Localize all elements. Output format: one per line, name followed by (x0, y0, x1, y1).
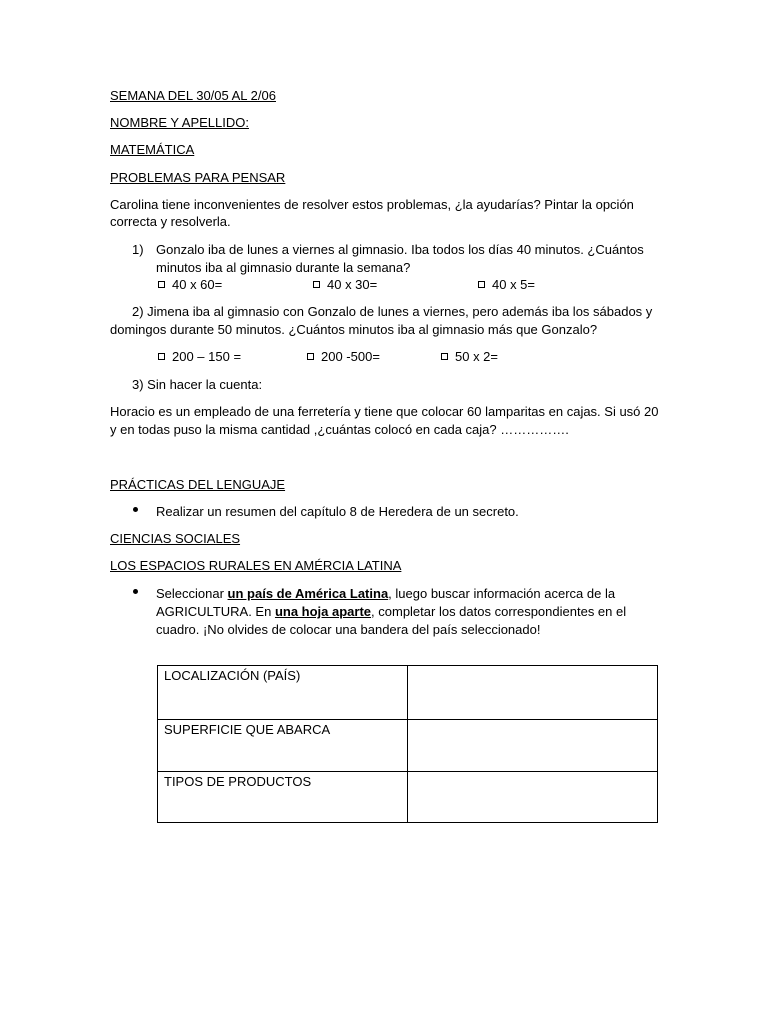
math-intro: Carolina tiene inconvenientes de resolver estos problemas, ¿la ayudarías? Pintar la opción correcta y resolverla. (110, 197, 634, 229)
checkbox-icon (158, 353, 165, 360)
checkbox-icon (478, 281, 485, 288)
social-topic: LOS ESPACIOS RURALES EN AMÉRCIA LATINA (110, 558, 402, 573)
table-row (158, 772, 658, 823)
checkbox-icon (158, 281, 165, 288)
problem-1-option-1[interactable]: 40 x 60= (158, 276, 222, 293)
math-subject: MATEMÁTICA (110, 142, 195, 157)
social-item-line-1: Seleccionar un país de América Latina, luego buscar información acerca de la (156, 586, 616, 601)
math-section-title: PROBLEMAS PARA PENSAR (110, 170, 286, 185)
answer-cell[interactable] (408, 720, 658, 772)
problem-2-option-2[interactable]: 200 -500= (307, 348, 380, 365)
checkbox-icon (313, 281, 320, 288)
problem-2-option-1[interactable]: 200 – 150 = (158, 348, 241, 365)
row-label-localizacion: LOCALIZACIÓN (PAÍS) (158, 666, 408, 720)
week-heading: SEMANA DEL 30/05 AL 2/06 (110, 88, 276, 103)
problem-2-option-3[interactable]: 50 x 2= (441, 348, 498, 365)
language-subject: PRÁCTICAS DEL LENGUAJE (110, 477, 286, 492)
bullet-icon (133, 589, 138, 594)
checkbox-icon (307, 353, 314, 360)
table-row (158, 666, 658, 720)
problem-1-option-3[interactable]: 40 x 5= (478, 276, 535, 293)
answer-cell[interactable] (408, 772, 658, 823)
problem-3-label: 3) Sin hacer la cuenta: (132, 377, 263, 392)
problem-1-line-2: minutos iba al gimnasio durante la semana? (156, 260, 411, 275)
checkbox-icon (441, 353, 448, 360)
problem-1-line-1: Gonzalo iba de lunes a viernes al gimnasio. Iba todos los días 40 minutos. ¿Cuántos (156, 242, 644, 257)
table-row (158, 720, 658, 772)
social-subject: CIENCIAS SOCIALES (110, 531, 241, 546)
problem-2-line-2: domingos durante 50 minutos. ¿Cuántos minutos iba al gimnasio más que Gonzalo? (110, 322, 598, 337)
social-item-line-3: cuadro. ¡No olvides de colocar una bandera del país seleccionado! (156, 622, 541, 637)
answer-cell[interactable] (408, 666, 658, 720)
name-line: NOMBRE Y APELLIDO: (110, 115, 249, 130)
row-label-superficie: SUPERFICIE QUE ABARCA (158, 720, 408, 772)
problem-3-line-1: Horacio es un empleado de una ferretería y tiene que colocar 60 lamparitas en cajas. Si usó 20 (110, 404, 659, 419)
social-item-line-2: AGRICULTURA. En una hoja aparte, completar los datos correspondientes en el (156, 604, 627, 619)
problem-3-line-2: y en todas puso la misma cantidad ,¿cuántas colocó en cada caja? ……………. (110, 422, 569, 437)
data-table (157, 665, 658, 823)
problem-1-number: 1) (132, 242, 144, 257)
language-item: Realizar un resumen del capítulo 8 de Heredera de un secreto. (156, 504, 519, 519)
problem-1-option-2[interactable]: 40 x 30= (313, 276, 377, 293)
bullet-icon (133, 507, 138, 512)
row-label-productos: TIPOS DE PRODUCTOS (158, 772, 408, 823)
problem-2-line-1: 2) Jimena iba al gimnasio con Gonzalo de lunes a viernes, pero además iba los sábados y (132, 304, 653, 319)
